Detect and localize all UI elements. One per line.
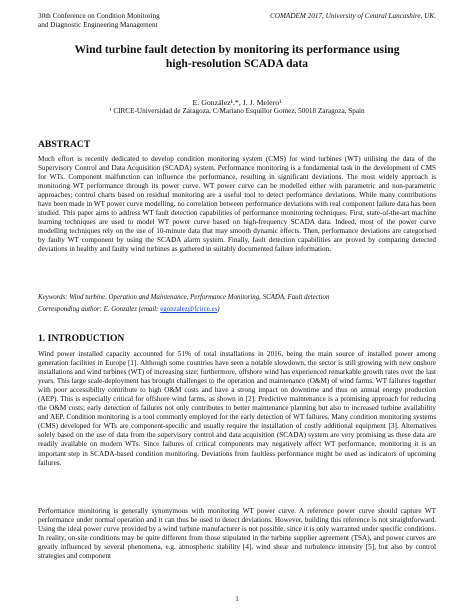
conference-header [38, 12, 238, 30]
venue-header: COMADEM 2017, University of Central Lancashire, UK. [269, 12, 436, 20]
affiliation: ¹ CIRCE-Universidad de Zaragoza, C/Mariano Esquillor Gomez, 50018 Zaragoza, Spain [109, 107, 365, 115]
keywords: Keywords: Wind turbine, Operation and Maintenance, Performance Monitoring, SCADA, Fault detection [38, 294, 330, 301]
abstract-heading: ABSTRACT [38, 139, 91, 150]
title-line-2: high-resolution SCADA data [165, 57, 309, 70]
abstract-text: Much effort is recently dedicated to develop condition monitoring system (CMS) for wind turbines (WT) utilising the data of the Supervisory Control and Data Acquisition (SCADA) system. Performance monitoring is a fundamental task in the development of CMS for WTs. Component malfunction can influence the performance, resulting in significant deviations. The most widely approach is monitoring WT performance through its power curve. WT power curve can be modelled either with parametric and non-parametric approaches; control charts based on residual monitoring are a useful tool to detect performance deviations. While many contributions have been made in WT power curve modelling, no correlation between performance deviations with real component failure data has been studied. This paper aims to address WT fault detection capabilities of performance monitoring techniques. First, state-of-the-art machine learning techniques are used to model WT power curve based on high-frequency SCADA data. Indeed, most of the power curve modelling techniques rely on the use of 10-minute data that may smooth dynamic effects. Then, performance deviations are categorised by faulty WT component by using the SCADA alarm system. Finally, fault detection capabilities are proved by comparing detected deviations in healthy and faulty wind turbines as gathered in suitably documented failure information. [38, 155, 436, 254]
corresponding-label: Corresponding author: E. Gonzalez (email: [38, 306, 159, 313]
corresponding-author [38, 306, 436, 313]
page-number: 1 [235, 595, 239, 603]
introduction-heading: 1. INTRODUCTION [38, 333, 125, 344]
title-line-1: Wind turbine fault detection by monitoring its performance using [74, 43, 400, 56]
paper-title [40, 43, 434, 71]
corresponding-close: ) [217, 306, 220, 313]
introduction-paragraph-2: Performance monitoring is generally synonymous with monitoring WT power curve. A reference power curve should capture WT performance under normal operation and it can thus be used to detect deviations. However, building this reference is not straightforward. Using the ideal power curve provided by a wind turbine manufacturer is not possible, since it is only warranted under specific conditions. In reality, on-site conditions may be quite different from those stipulated in the turbine supplier agreement (TSA), and power curves are greatly influenced by several phenomena, e.g. atmospheric stability [4], wind shear and turbulence intensity [5], but also by control strategies and component [38, 507, 436, 561]
author-list: E. González¹,*, J. J. Melero¹ [192, 98, 282, 107]
introduction-paragraph-1: Wind power installed capacity accounted for 51% of total installations in 2016, being the main source of installed power among generation facilities in Europe [1]. Although some countries have seen a notable slowdown, the sector is still growing with new onshore installations and wind turbines (WT) of increasing size; furthermore, offshore wind has experienced remarkable growth rates over the last years. This large scale-deployment has brought challenges to the operation and maintenance (O&M) of wind farms. WT failures together with poor accessibility contribute to high O&M costs and have a strong impact on downtime and thus on annual energy production (AEP). This is especially critical for offshore wind farms, as shown in [2]. Predictive maintenance is a promising approach for reducing the O&M costs; early detection of failures not only contributes to better maintenance planning but also to increased turbine availability and AEP. Condition monitoring is a tool commonly employed for the early detection of WT failures. Many condition monitoring systems (CMS) developed for WTs are component-specific and usually require the installation of costly additional equipment [3]. Alternatives solely based on the use of data from the supervisory control and data acquisition (SCADA) system are very promising as these data are readily available on modern WTs. Since failures of critical components may negatively affect WT performance, monitoring it is an important step in SCADA-based condition monitoring. Deviations from faultless performance might be used as indicators of upcoming failures. [38, 350, 436, 467]
email-link[interactable]: egonzalez@fcirce.es [160, 306, 218, 313]
header-line-1: 30th Conference on Condition Monitoring [38, 12, 160, 20]
header-line-2: and Diagnostic Engineering Management [38, 21, 158, 29]
